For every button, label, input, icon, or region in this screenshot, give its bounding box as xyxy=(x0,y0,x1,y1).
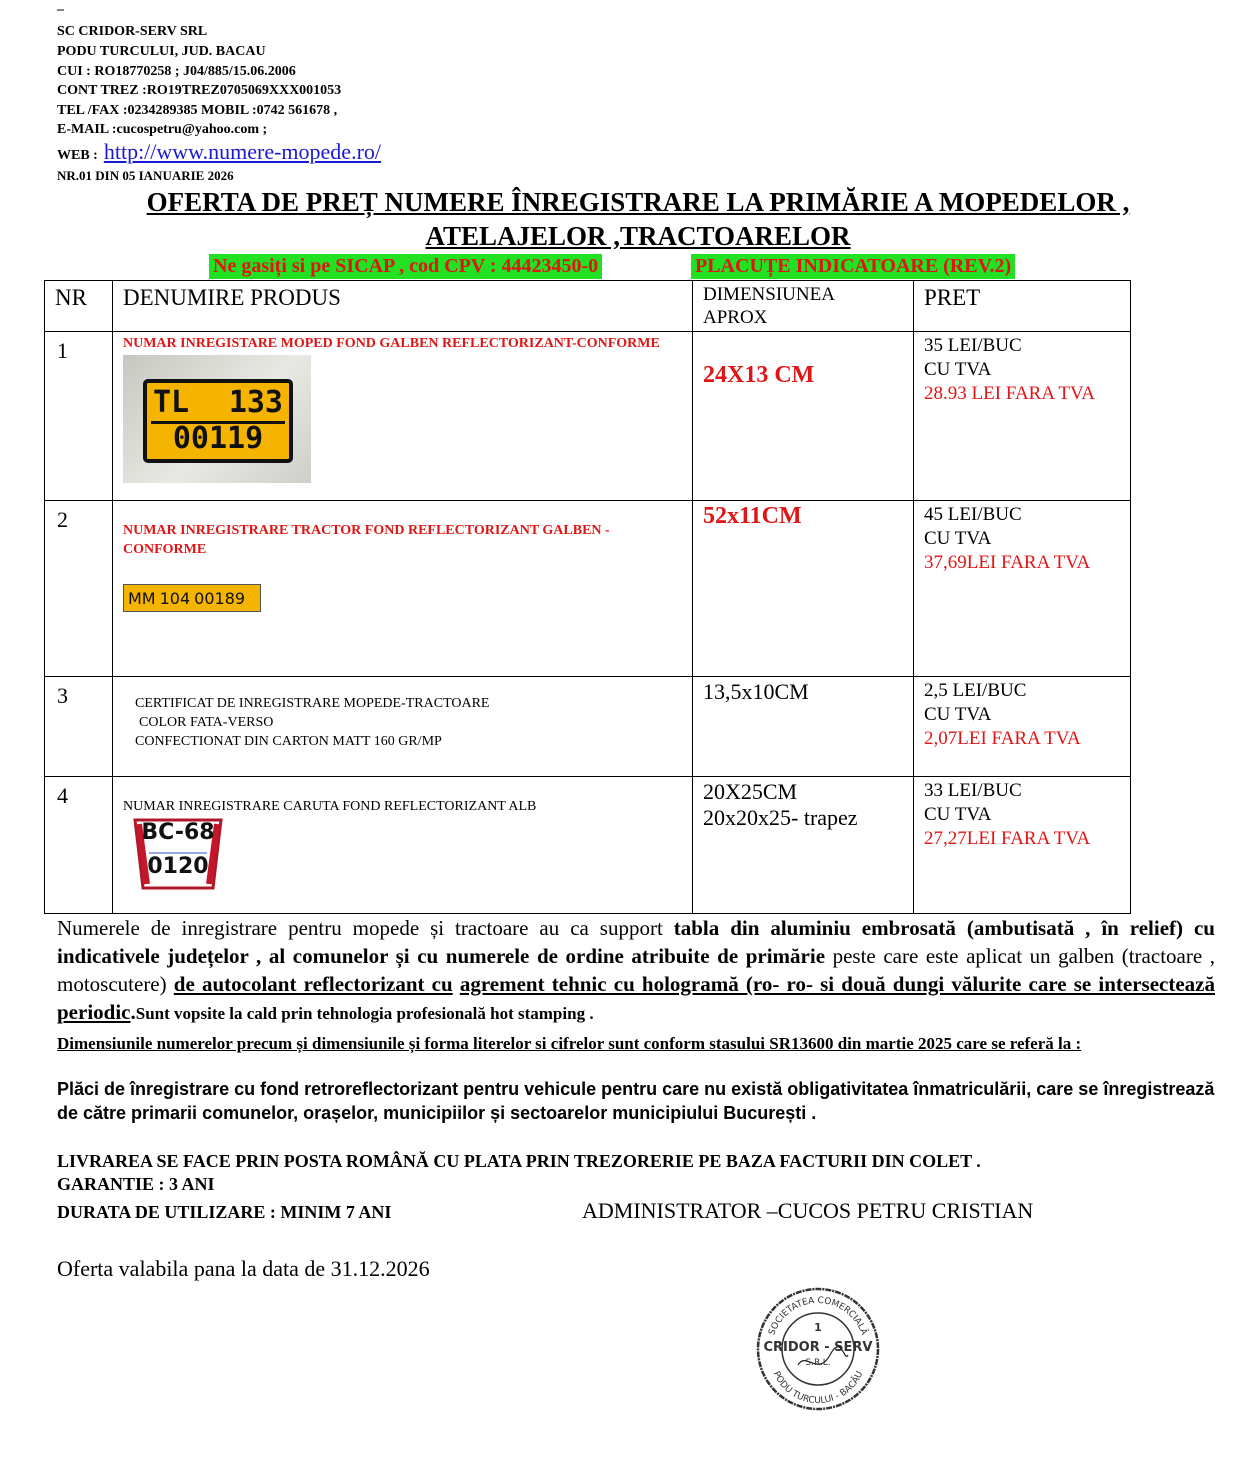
stamp-bottom-text: PODU TURCULUI - BACĂU xyxy=(770,1369,866,1407)
caruta-plate-line2: 0120 xyxy=(147,854,209,879)
company-cui: CUI : RO18770258 ; J04/885/15.06.2006 xyxy=(57,64,296,79)
tractor-plate xyxy=(123,584,261,612)
company-account: CONT TREZ :RO19TREZ0705069XXX001053 xyxy=(57,83,342,98)
row-nr: 4 xyxy=(45,777,113,914)
moped-plate xyxy=(143,379,293,463)
tractor-plate-image xyxy=(123,584,682,612)
desc-small: Sunt vopsite la cald prin tehnologia profesională hot stamping . xyxy=(135,1004,594,1023)
table-row xyxy=(45,332,1131,501)
table-row xyxy=(45,501,1131,677)
row-product xyxy=(113,332,693,501)
moped-plate-image xyxy=(123,355,311,483)
header-price: PRET xyxy=(914,281,1131,332)
dimension: 13,5x10CM xyxy=(703,679,809,704)
dimension: 20X25CM xyxy=(703,779,798,804)
header-dim-line1: DIMENSIUNEA xyxy=(703,284,835,305)
table-row xyxy=(45,777,1131,914)
price-with-tva: 35 LEI/BUC xyxy=(924,335,1022,356)
plate-number: 133 xyxy=(228,385,283,420)
desc-bold-2: . xyxy=(130,1000,136,1024)
price-without-tva: 27,27LEI FARA TVA xyxy=(924,828,1091,849)
price-without-tva: 37,69LEI FARA TVA xyxy=(924,552,1091,573)
table-row xyxy=(45,677,1131,777)
company-email: E-MAIL :cucospetru@yahoo.com ; xyxy=(57,122,268,137)
offer-validity: Oferta valabila pana la data de 31.12.2026 xyxy=(57,1256,430,1281)
caruta-plate-image xyxy=(133,818,223,890)
row-price xyxy=(914,332,1131,501)
header-nr: NR xyxy=(45,281,113,332)
dimension-trapez: 20x20x25- trapez xyxy=(703,805,858,830)
plate-order: 00189 xyxy=(194,588,246,608)
plate-county: MM xyxy=(128,588,156,608)
price-with-tva: 2,5 LEI/BUC xyxy=(924,680,1027,701)
header-dim-line2: APROX xyxy=(703,307,768,328)
header-dash: – xyxy=(57,2,64,17)
administrator-signature: ADMINISTRATOR –CUCOS PETRU CRISTIAN xyxy=(582,1198,1034,1223)
product-line: CERTIFICAT DE INREGISTRARE MOPEDE-TRACTOARE xyxy=(135,696,490,711)
price-tva-label: CU TVA xyxy=(924,704,992,725)
header-name: DENUMIRE PRODUS xyxy=(113,281,693,332)
price-tva-label: CU TVA xyxy=(924,528,992,549)
stamp-number: 1 xyxy=(814,1321,822,1334)
row-nr: 3 xyxy=(45,677,113,777)
product-name: NUMAR INREGISTRARE TRACTOR FOND REFLECTORIZANT GALBEN -CONFORME xyxy=(123,523,610,557)
row-nr: 1 xyxy=(45,332,113,501)
table-header-row xyxy=(45,281,1131,332)
row-price xyxy=(914,677,1131,777)
company-name: SC CRIDOR-SERV SRL xyxy=(57,24,208,39)
price-with-tva: 33 LEI/BUC xyxy=(924,780,1022,801)
page-title-line1: OFERTA DE PREȚ NUMERE ÎNREGISTRARE LA PRIMĂRIE A MOPEDELOR , xyxy=(146,187,1130,217)
stamp-top-text: SOCIETATEA COMERCIALĂ xyxy=(767,1295,869,1337)
row-price xyxy=(914,501,1131,677)
stamp-name: CRIDOR - SERV xyxy=(763,1340,873,1355)
product-name: NUMAR INREGISTRARE CARUTA FOND REFLECTORIZANT ALB xyxy=(123,799,537,814)
product-name: NUMAR INREGISTARE MOPED FOND GALBEN REFLECTORIZANT-CONFORME xyxy=(123,336,660,351)
offer-table xyxy=(44,280,1131,914)
desc-bold-1: tabla din aluminiu embrosată (ambutisată , în relief) cu indicativele județelor , al comunelor și cu numerele de ordine atribuite de primărie xyxy=(57,916,1215,968)
row-dim xyxy=(693,501,914,677)
row-nr: 2 xyxy=(45,501,113,677)
price-tva-label: CU TVA xyxy=(924,804,992,825)
row-dim xyxy=(693,332,914,501)
caruta-plate-line1: BC-68 xyxy=(141,820,215,845)
web-label: WEB : xyxy=(57,148,98,163)
company-phone: TEL /FAX :0234289385 MOBIL :0742 561678 , xyxy=(57,103,338,118)
price-with-tva: 45 LEI/BUC xyxy=(924,504,1022,525)
usage-duration-text: DURATA DE UTILIZARE : MINIM 7 ANI xyxy=(57,1202,392,1222)
placi-text: Plăci de înregistrare cu fond retroreflectorizant pentru vehicule pentru care nu există obligativitatea înmatriculării, care se înregistrează de către primarii comunelor, orașelor, municipiilor și sectoarelor municipiului București . xyxy=(57,1079,1215,1123)
page-title-line2: ATELAJELOR ,TRACTOARELOR xyxy=(425,221,851,251)
company-address: PODU TURCULUI, JUD. BACAU xyxy=(57,44,266,59)
sicap-highlight: Ne gasiți si pe SICAP , cod CPV : 44423450-0 xyxy=(209,254,602,279)
price-tva-label: CU TVA xyxy=(924,359,992,380)
delivery-text: LIVRAREA SE FACE PRIN POSTA ROMÂNĂ CU PLATA PRIN TREZORERIE PE BAZA FACTURII DIN COLET . xyxy=(57,1151,981,1171)
plate-number: 104 xyxy=(159,588,191,608)
desc-text-1: Numerele de inregistrare pentru mopede și tractoare au ca support xyxy=(57,916,674,940)
stamp-suffix: S.R.L. xyxy=(805,1358,831,1368)
desc-text-3 xyxy=(453,972,460,996)
warranty-text: GARANTIE : 3 ANI xyxy=(57,1174,215,1194)
plate-order: 00119 xyxy=(172,421,264,456)
description-paragraph xyxy=(57,914,1215,1028)
row-price xyxy=(914,777,1131,914)
desc-bold-underline-1: de autocolant reflectorizant cu xyxy=(173,972,453,996)
placute-highlight: PLACUȚE INDICATOARE (REV.2) xyxy=(691,254,1015,279)
moped-plate-line1 xyxy=(153,385,283,420)
plate-county: TL xyxy=(153,385,190,420)
header-dim xyxy=(693,281,914,332)
offer-number: NR.01 DIN 05 IANUARIE 2026 xyxy=(57,168,234,183)
row-product xyxy=(113,677,693,777)
desc-text-2: peste care este aplicat un galben (tractoare , motoscutere) xyxy=(57,944,1215,996)
row-dim xyxy=(693,677,914,777)
row-product xyxy=(113,501,693,677)
row-product xyxy=(113,777,693,914)
dimension: 52x11CM xyxy=(703,503,802,529)
company-stamp xyxy=(748,1285,888,1413)
price-without-tva: 28.93 LEI FARA TVA xyxy=(924,383,1096,404)
desc-bold-underline-2: agrement tehnic cu hologramă (ro- ro- si două dungi vălurite care se intersectează periodic xyxy=(57,972,1215,1024)
company-web xyxy=(57,139,381,165)
product-line: CONFECTIONAT DIN CARTON MATT 160 GR/MP xyxy=(135,734,442,749)
web-link[interactable]: http://www.numere-mopede.ro/ xyxy=(103,139,382,164)
dimension: 24X13 CM xyxy=(703,362,815,388)
dimensions-text: Dimensiunile numerelor precum și dimensiunile și forma literelor si cifrelor sunt conform stasului SR13600 din martie 2025 care se referă la : xyxy=(57,1034,1082,1053)
price-without-tva: 2,07LEI FARA TVA xyxy=(924,728,1081,749)
product-line: COLOR FATA-VERSO xyxy=(139,715,274,730)
row-dim xyxy=(693,777,914,914)
